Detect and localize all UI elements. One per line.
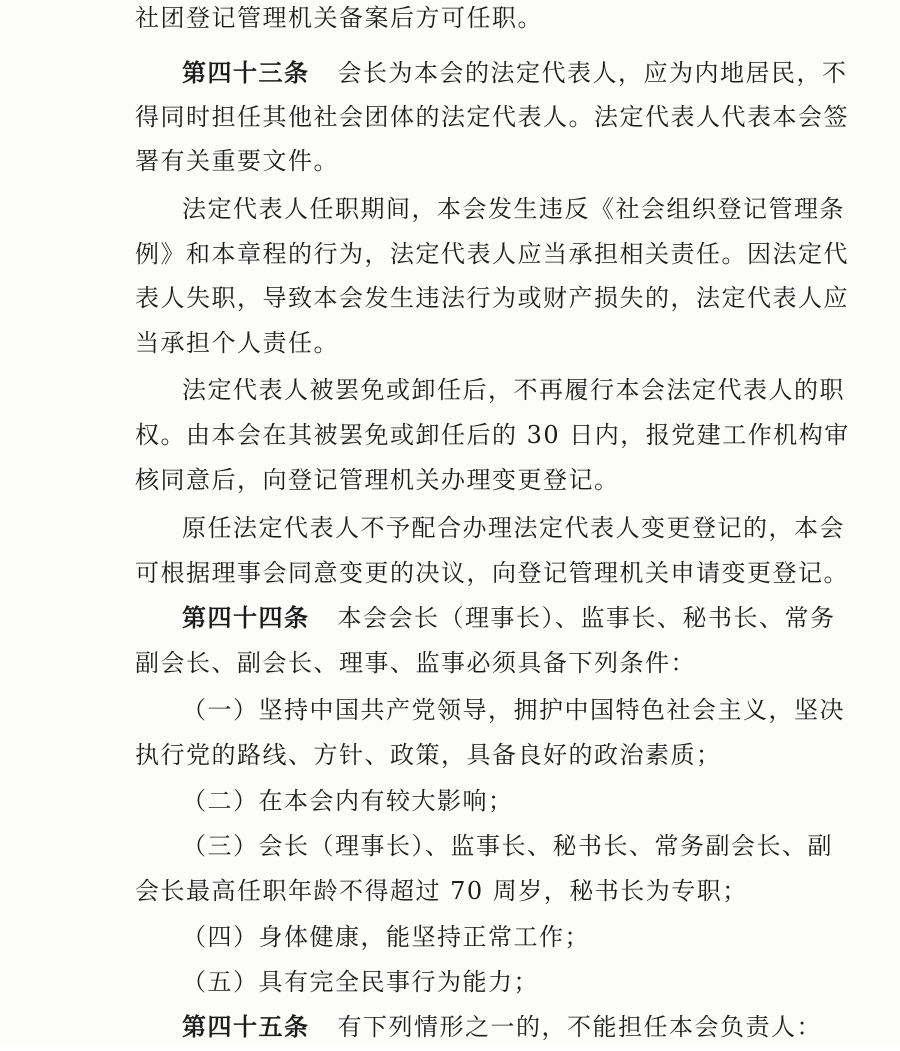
- line-text: 当承担个人责任。: [135, 329, 339, 357]
- list-item: [0, 913, 900, 961]
- text-line: [0, 319, 900, 367]
- line-text: （二）在本会内有较大影响；: [182, 787, 514, 815]
- line-text: 可根据理事会同意变更的决议，向登记管理机关申请变更登记。: [135, 559, 849, 587]
- paragraph-line: [0, 185, 900, 233]
- text-line: [0, 731, 900, 779]
- text-line: [0, 456, 900, 504]
- line-text: （三）会长（理事长）、监事长、秘书长、常务副会长、副: [182, 832, 833, 860]
- paragraph-line: [0, 504, 900, 552]
- list-item: [0, 958, 900, 1006]
- article-number: 第四十五条: [182, 1012, 310, 1041]
- line-text: 核同意后，向登记管理机关办理变更登记。: [135, 466, 620, 494]
- text-line: [0, 639, 900, 687]
- line-text: 执行党的路线、方针、政策，具备良好的政治素质；: [135, 741, 722, 769]
- line-text: 得同时担任其他社会团体的法定代表人。法定代表人代表本会签: [135, 103, 849, 131]
- line-text: 副会长、副会长、理事、监事必须具备下列条件：: [135, 649, 696, 677]
- line-text: （四）身体健康，能坚持正常工作；: [182, 923, 590, 951]
- line-text: 表人失职，导致本会发生违法行为或财产损失的，法定代表人应: [135, 284, 849, 312]
- article-43-heading: [0, 49, 900, 97]
- line-text: 权。由本会在其被罢免或卸任后的 30 日内，报党建工作机构审: [135, 421, 850, 449]
- line-text: （一）坚持中国共产党领导，拥护中国特色社会主义，坚决: [182, 696, 845, 724]
- text-line: [0, 137, 900, 185]
- line-text: 法定代表人被罢免或卸任后，不再履行本会法定代表人的职: [182, 376, 845, 404]
- list-item: [0, 686, 900, 734]
- text-line: [0, 411, 900, 459]
- paragraph-line: [0, 366, 900, 414]
- article-44-heading: [0, 594, 900, 642]
- line-text: 会长为本会的法定代表人，应为内地居民，不: [337, 59, 848, 87]
- list-item: [0, 822, 900, 870]
- line-text: 会长最高任职年龄不得超过 70 周岁，秘书长为专职；: [135, 877, 748, 905]
- text-line: [0, 93, 900, 141]
- text-line: [0, 230, 900, 278]
- line-text: 有下列情形之一的，不能担任本会负责人：: [337, 1013, 822, 1041]
- line-text: （五）具有完全民事行为能力；: [182, 968, 539, 996]
- text-line: [0, 867, 900, 915]
- line-text: 例》和本章程的行为，法定代表人应当承担相关责任。因法定代: [135, 240, 849, 268]
- text-line: [0, 274, 900, 322]
- line-text: 署有关重要文件。: [135, 147, 339, 175]
- line-text: 社团登记管理机关备案后方可任职。: [135, 4, 543, 32]
- article-45-heading: [0, 1003, 900, 1051]
- list-item: [0, 777, 900, 825]
- article-number: 第四十四条: [182, 603, 310, 632]
- text-line: [0, 0, 900, 42]
- text-line: [0, 549, 900, 597]
- line-text: 法定代表人任职期间，本会发生违反《社会组织登记管理条: [182, 195, 845, 223]
- article-number: 第四十三条: [182, 58, 310, 87]
- line-text: 本会会长（理事长）、监事长、秘书长、常务: [337, 604, 836, 632]
- line-text: 原任法定代表人不予配合办理法定代表人变更登记的，本会: [182, 514, 845, 542]
